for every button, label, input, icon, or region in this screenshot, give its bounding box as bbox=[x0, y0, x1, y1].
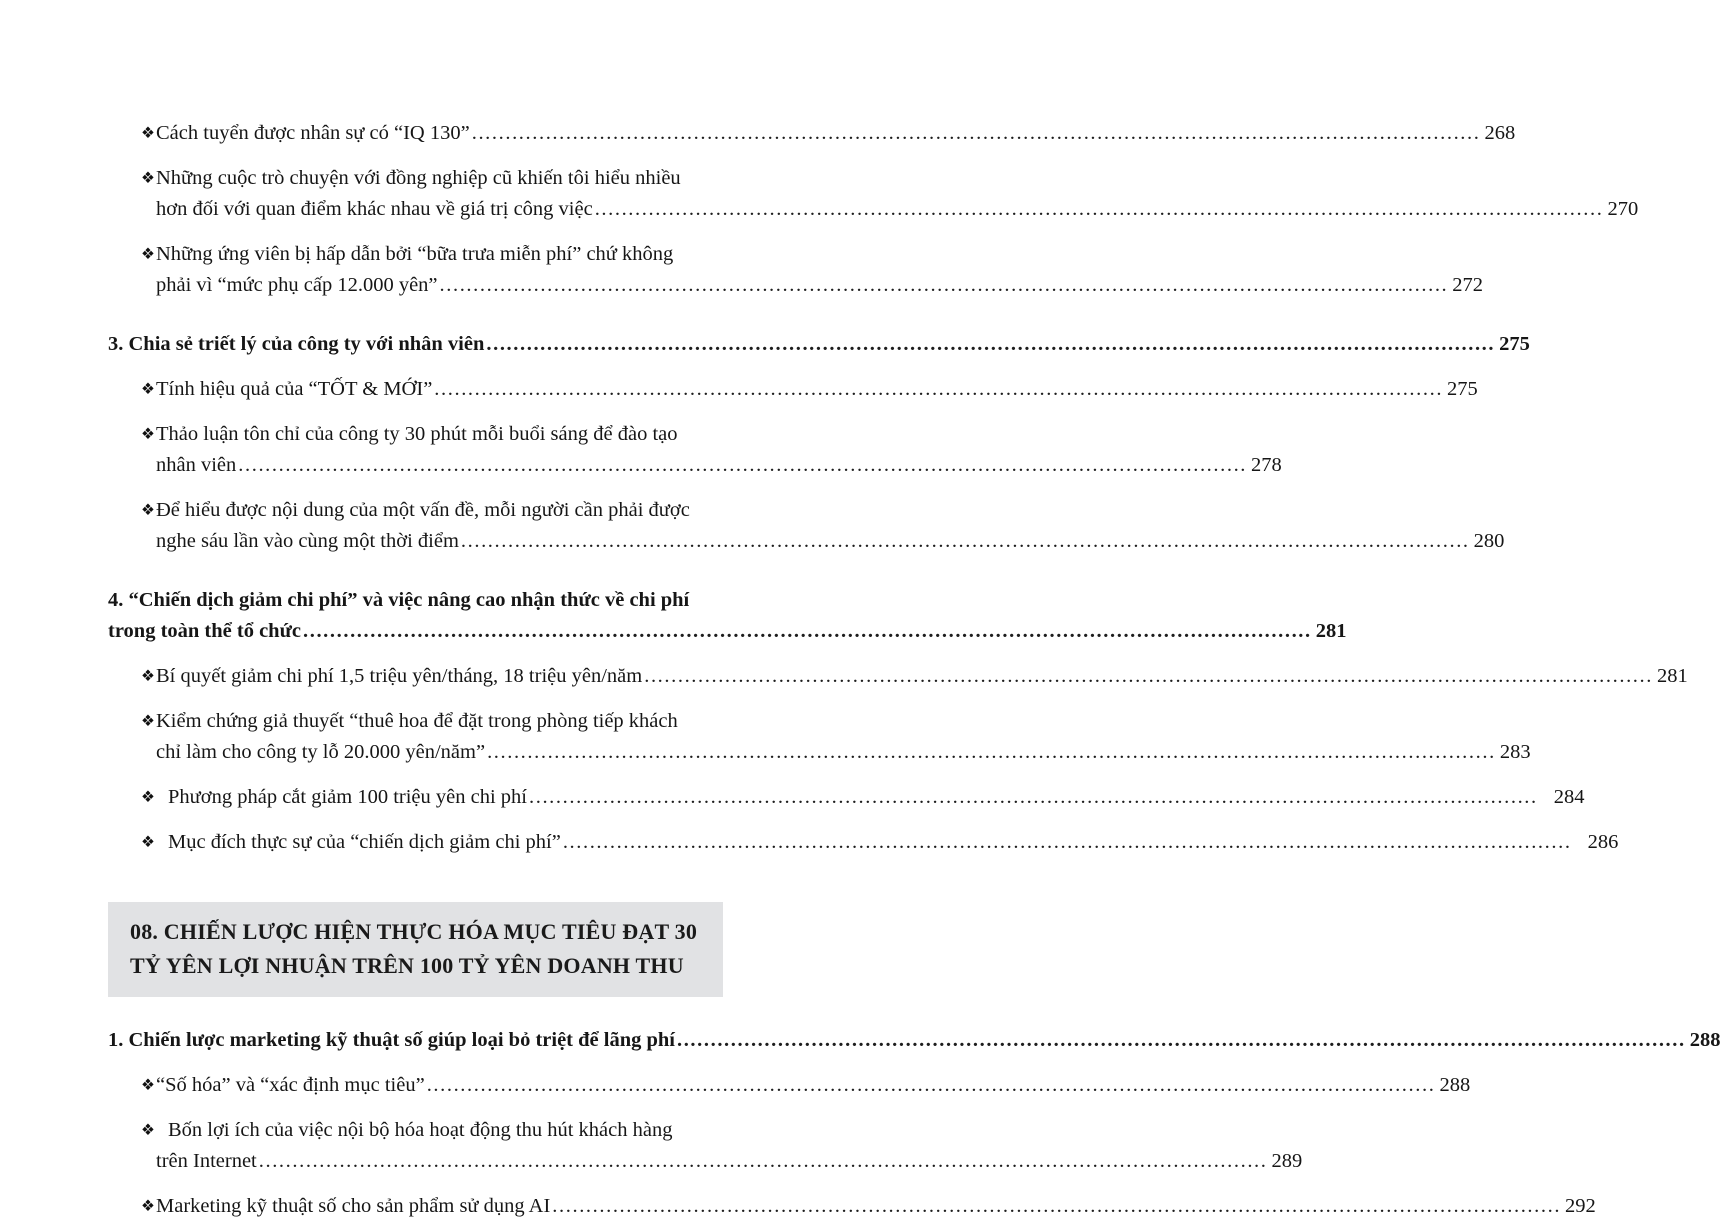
dot-leader bbox=[440, 270, 1449, 301]
toc-sub-entry-body bbox=[156, 495, 1504, 557]
page-number: 283 bbox=[1499, 741, 1531, 763]
toc-sub-entry-body bbox=[156, 163, 1638, 225]
chapter-banner bbox=[108, 902, 723, 997]
toc-sub-entry[interactable] bbox=[108, 374, 1478, 405]
toc-sub-entry-body bbox=[156, 419, 1282, 481]
toc-sub-entry-body bbox=[156, 374, 1478, 405]
chapter-banner-line-2: TỶ YÊN LỢI NHUẬN TRÊN 100 TỶ YÊN DOANH THU bbox=[130, 953, 684, 978]
dot-leader bbox=[486, 329, 1495, 360]
toc-section-heading[interactable] bbox=[108, 1025, 1720, 1056]
toc-heading-line bbox=[108, 616, 1347, 647]
toc-sub-entry-text: Những ứng viên bị hấp dẫn bởi “bữa trưa miễn phí” chứ không bbox=[156, 243, 674, 265]
page-number: 278 bbox=[1251, 454, 1282, 476]
diamond-bullet-icon: ❖ bbox=[141, 426, 155, 443]
dot-leader bbox=[595, 194, 1604, 225]
dot-leader bbox=[427, 1070, 1436, 1101]
toc-sub-entry-body bbox=[156, 239, 1483, 301]
table-of-contents bbox=[108, 104, 1720, 1222]
diamond-bullet-icon: ❖ bbox=[141, 125, 155, 142]
dot-leader bbox=[434, 374, 1443, 405]
page-number: 280 bbox=[1473, 530, 1505, 552]
page-number: 281 bbox=[1315, 620, 1347, 642]
toc-sub-entry[interactable] bbox=[108, 419, 1282, 481]
toc-sub-entry-line bbox=[156, 1191, 1596, 1222]
toc-sub-entry-text: Những cuộc trò chuyện với đồng nghiệp cũ khiến tôi hiểu nhiều bbox=[156, 167, 681, 189]
diamond-bullet-icon: ❖ bbox=[141, 1198, 155, 1215]
toc-sub-entry-body bbox=[156, 827, 1619, 858]
diamond-bullet-icon: ❖ bbox=[141, 170, 155, 187]
diamond-bullet-icon: ❖ bbox=[141, 1077, 155, 1094]
page-number: 289 bbox=[1271, 1150, 1303, 1172]
diamond-bullet-icon: ❖ bbox=[141, 834, 155, 851]
page-number: 286 bbox=[1587, 831, 1619, 853]
dot-leader bbox=[487, 737, 1496, 768]
toc-sub-entry[interactable] bbox=[108, 239, 1484, 301]
dot-leader bbox=[472, 118, 1481, 149]
page-number: 270 bbox=[1607, 198, 1639, 220]
toc-sub-entry-text: chỉ làm cho công ty lỗ 20.000 yên/năm” bbox=[156, 741, 486, 763]
toc-sub-entry-line bbox=[156, 1070, 1470, 1101]
diamond-bullet-icon: ❖ bbox=[141, 1122, 155, 1139]
toc-sub-entry-line bbox=[156, 118, 1515, 149]
toc-sub-entry-text: Phương pháp cắt giảm 100 triệu yên chi phí bbox=[168, 786, 527, 808]
toc-sub-entry-line bbox=[156, 782, 1585, 813]
diamond-bullet-icon: ❖ bbox=[141, 502, 155, 519]
toc-sub-entry-body bbox=[156, 1070, 1470, 1101]
toc-sub-entry-text: hơn đối với quan điểm khác nhau về giá trị công việc bbox=[156, 198, 593, 220]
toc-sub-entry-line bbox=[156, 374, 1478, 405]
toc-heading-text: 4. “Chiến dịch giảm chi phí” và việc nâng cao nhận thức về chi phí bbox=[108, 589, 690, 611]
toc-heading-text: 1. Chiến lược marketing kỹ thuật số giúp loại bỏ triệt để lãng phí bbox=[108, 1029, 675, 1051]
diamond-bullet-icon: ❖ bbox=[141, 668, 155, 685]
page-number: 268 bbox=[1484, 122, 1516, 144]
toc-sub-entry[interactable] bbox=[108, 1070, 1471, 1101]
diamond-bullet-icon: ❖ bbox=[141, 789, 155, 806]
page-number: 288 bbox=[1689, 1029, 1720, 1051]
dot-leader bbox=[644, 661, 1653, 692]
toc-sub-entry[interactable] bbox=[108, 827, 1619, 858]
toc-sub-entry-text: “Số hóa” và “xác định mục tiêu” bbox=[156, 1074, 425, 1096]
toc-sub-entry-text: Bí quyết giảm chi phí 1,5 triệu yên/tháng, 18 triệu yên/năm bbox=[156, 665, 643, 687]
toc-sub-entry-text: phải vì “mức phụ cấp 12.000 yên” bbox=[156, 274, 438, 296]
page-number: 288 bbox=[1439, 1074, 1471, 1096]
diamond-bullet-icon: ❖ bbox=[141, 381, 155, 398]
toc-sub-entry[interactable] bbox=[108, 1191, 1596, 1222]
toc-sub-entry-line bbox=[156, 450, 1282, 481]
page-number: 275 bbox=[1447, 378, 1478, 400]
toc-sub-entry-line bbox=[156, 1146, 1302, 1177]
chapter-banner-line-1: 08. CHIẾN LƯỢC HIỆN THỰC HÓA MỤC TIÊU ĐẠT 30 bbox=[130, 919, 698, 944]
toc-sub-entry[interactable] bbox=[108, 661, 1688, 692]
toc-sub-entry-text: Mục đích thực sự của “chiến dịch giảm chi phí” bbox=[168, 831, 561, 853]
toc-sub-entry-text: Thảo luận tôn chỉ của công ty 30 phút mỗi buổi sáng để đào tạo bbox=[156, 423, 678, 445]
toc-section-heading[interactable] bbox=[108, 329, 1530, 360]
toc-sub-entry[interactable] bbox=[108, 1115, 1303, 1177]
toc-sub-entry-body bbox=[156, 706, 1531, 768]
toc-sub-entry-text: Kiểm chứng giả thuyết “thuê hoa để đặt trong phòng tiếp khách bbox=[156, 710, 678, 732]
toc-sub-entry-text: nghe sáu lần vào cùng một thời điểm bbox=[156, 530, 459, 552]
toc-section-heading[interactable] bbox=[108, 585, 1347, 647]
page-number: 275 bbox=[1499, 333, 1530, 355]
toc-sub-entry-text: Bốn lợi ích của việc nội bộ hóa hoạt động thu hút khách hàng bbox=[168, 1119, 673, 1141]
toc-heading-text: 3. Chia sẻ triết lý của công ty với nhân viên bbox=[108, 333, 485, 355]
dot-leader bbox=[238, 450, 1247, 481]
toc-sub-entry-line bbox=[156, 661, 1688, 692]
dot-leader bbox=[552, 1191, 1561, 1222]
toc-sub-entry[interactable] bbox=[108, 118, 1516, 149]
toc-sub-entry-line bbox=[156, 194, 1638, 225]
dot-leader bbox=[677, 1025, 1686, 1056]
toc-sub-entry-body bbox=[156, 1191, 1596, 1222]
page-number: 292 bbox=[1565, 1195, 1596, 1217]
toc-sub-entry[interactable] bbox=[108, 706, 1531, 768]
toc-sub-entry-text: trên Internet bbox=[156, 1150, 257, 1172]
dot-leader bbox=[529, 782, 1550, 813]
toc-sub-entry-text: Để hiểu được nội dung của một vấn đề, mỗi người cần phải được bbox=[156, 499, 690, 521]
toc-sub-entry-line bbox=[156, 737, 1531, 768]
toc-sub-entry-body bbox=[156, 1115, 1302, 1177]
toc-heading-line bbox=[108, 329, 1530, 360]
toc-sub-entry-body bbox=[156, 661, 1688, 692]
toc-entry-list-chapter-08 bbox=[108, 1025, 1720, 1222]
page-number: 281 bbox=[1656, 665, 1688, 687]
toc-sub-entry-line bbox=[156, 827, 1618, 858]
diamond-bullet-icon: ❖ bbox=[141, 246, 155, 263]
page-number: 272 bbox=[1452, 274, 1484, 296]
toc-sub-entry-body bbox=[156, 782, 1585, 813]
toc-sub-entry-body bbox=[156, 118, 1515, 149]
toc-sub-entry-line bbox=[156, 270, 1483, 301]
toc-sub-entry-text: Cách tuyển được nhân sự có “IQ 130” bbox=[156, 122, 470, 144]
dot-leader bbox=[303, 616, 1312, 647]
toc-entry-list bbox=[108, 118, 1688, 858]
diamond-bullet-icon: ❖ bbox=[141, 713, 155, 730]
dot-leader bbox=[461, 526, 1470, 557]
toc-sub-entry[interactable] bbox=[108, 495, 1505, 557]
toc-heading-text: trong toàn thể tổ chức bbox=[108, 620, 301, 642]
dot-leader bbox=[259, 1146, 1268, 1177]
toc-sub-entry-text: Marketing kỹ thuật số cho sản phẩm sử dụng AI bbox=[156, 1195, 551, 1217]
toc-sub-entry-line bbox=[156, 526, 1504, 557]
toc-sub-entry[interactable] bbox=[108, 782, 1585, 813]
toc-sub-entry[interactable] bbox=[108, 163, 1639, 225]
toc-heading-line bbox=[108, 1025, 1720, 1056]
toc-sub-entry-text: Tính hiệu quả của “TỐT & MỚI” bbox=[156, 378, 433, 400]
page-number: 284 bbox=[1553, 786, 1585, 808]
dot-leader bbox=[563, 827, 1584, 858]
toc-sub-entry-text: nhân viên bbox=[156, 454, 237, 476]
